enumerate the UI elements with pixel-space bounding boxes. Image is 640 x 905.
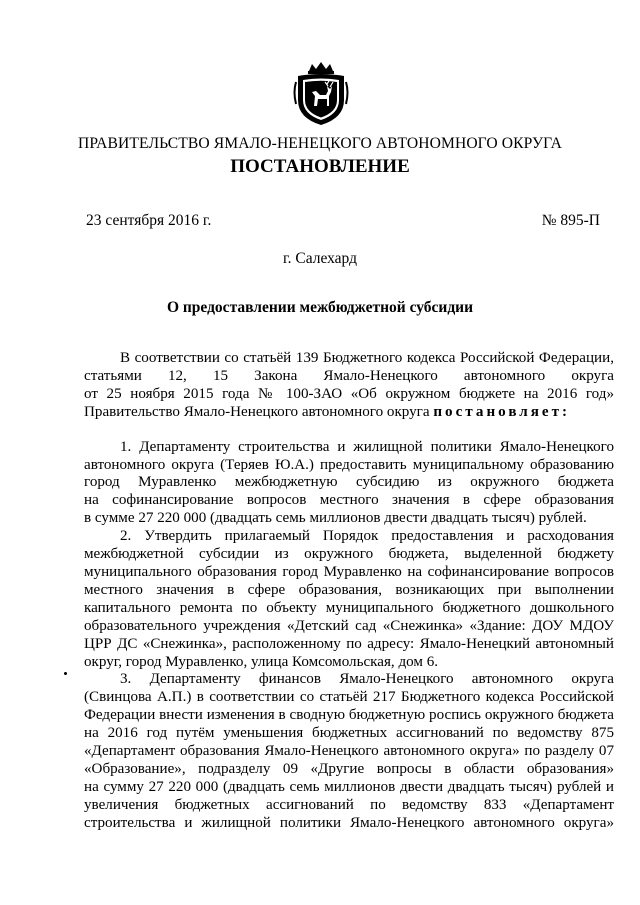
decree-subject: О предоставлении межбюджетной субсидии — [166, 299, 474, 316]
decree-word: постановляет: — [433, 403, 571, 420]
text-line: в сумме 27 220 000 (двадцать семь миллионов двести двадцать тысяч) рублей. — [84, 510, 587, 527]
text-line: местного значения в сфере образования, возникающих при выполнении — [84, 581, 614, 598]
text-line: ЦРР ДС «Снежинка», расположенному по адресу: Ямало-Ненецкий автономный — [84, 635, 614, 652]
text-line: статьями 12, 15 Закона Ямало-Ненецкого автономного округа — [84, 367, 614, 384]
text-line: Федерации внести изменения в сводную бюджетную роспись окружного бюджета — [84, 707, 614, 724]
text-line: «Департамент образования Ямало-Ненецкого автономного округа» по разделу 07 — [84, 743, 614, 760]
text-line: на 2016 год путём уменьшения бюджетных ассигнований по ведомству 875 — [84, 725, 614, 742]
text-line: «Образование», подразделу 09 «Другие вопросы в области образования» — [84, 760, 614, 777]
preamble-paragraph — [84, 350, 614, 422]
decree-body — [84, 350, 614, 833]
text-line: увеличения бюджетных ассигнований по ведомству 833 «Департамент — [84, 796, 614, 813]
coat-of-arms-icon — [292, 62, 350, 126]
text-line: 1. Департаменту строительства и жилищной политики Ямало-Ненецкого — [120, 438, 614, 455]
text-line: город Муравленко межбюджетную субсидию из окружного бюджета — [84, 474, 614, 491]
text-line: автономного округа (Теряев Ю.А.) предоставить муниципальному образованию — [84, 456, 614, 473]
text-line: 3. Департаменту финансов Ямало-Ненецкого автономного округа — [120, 671, 614, 688]
text-line: муниципального образования город Муравленко на софинансирование вопросов — [84, 563, 614, 580]
item-3-paragraph — [84, 671, 614, 832]
document-type-title: ПОСТАНОВЛЕНИЕ — [230, 156, 410, 177]
item-2-paragraph — [84, 528, 614, 671]
margin-mark — [64, 672, 67, 675]
text-line: на сумму 27 220 000 (двадцать семь миллионов двести двадцать тысяч) рублей и — [84, 778, 614, 795]
text-line: строительства и жилищной политики Ямало-Ненецкого автономного округа» — [84, 814, 614, 831]
text-line-part: Правительство Ямало-Ненецкого автономного округа — [84, 403, 430, 420]
text-line: на софинансирование вопросов местного значения в сфере образования — [84, 492, 614, 509]
government-name: ПРАВИТЕЛЬСТВО ЯМАЛО-НЕНЕЦКОГО АВТОНОМНОГО ОКРУГА — [78, 135, 562, 152]
item-1-paragraph — [84, 439, 614, 529]
text-line: округ, город Муравленко, улица Комсомольская, дом 6. — [84, 653, 439, 670]
text-line: капитального ремонта по объекту муниципального бюджетного дошкольного — [84, 599, 614, 616]
text-line: (Свинцова А.П.) в соответствии со статьёй 217 Бюджетного кодекса Российской — [84, 689, 614, 706]
text-line: от 25 ноября 2015 года № 100-ЗАО «Об окружном бюджете на 2016 год» — [84, 385, 614, 402]
decree-date: 23 сентября 2016 г. — [86, 212, 212, 229]
decree-number: № 895-П — [541, 212, 600, 229]
text-line — [84, 404, 614, 422]
text-line: 2. Утвердить прилагаемый Порядок предоставления и расходования — [120, 528, 614, 545]
decree-city: г. Салехард — [283, 250, 357, 267]
text-line: межбюджетной субсидии из окружного бюджета, выделенной бюджету — [84, 546, 614, 563]
text-line: В соответствии со статьёй 139 Бюджетного кодекса Российской Федерации, — [120, 350, 614, 366]
text-line: образовательного учреждения «Детский сад «Снежинка» «Здание: ДОУ МДОУ — [84, 617, 614, 634]
